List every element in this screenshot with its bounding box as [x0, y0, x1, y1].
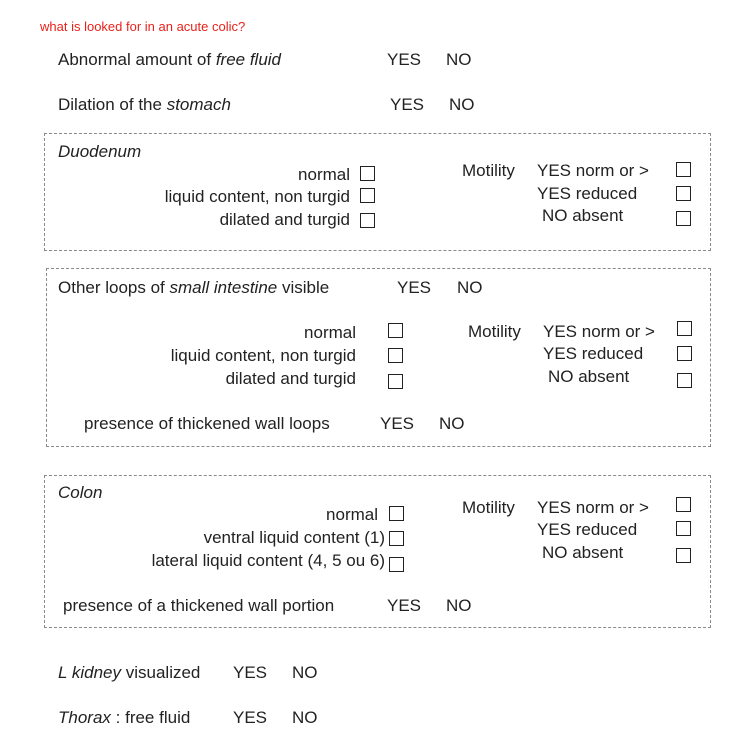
small-intestine-motility-reduced: YES reduced — [543, 344, 644, 363]
kidney-yes[interactable]: YES — [233, 663, 268, 682]
colon-motility-norm: YES norm or > — [537, 498, 649, 517]
colon-motility-reduced: YES reduced — [537, 520, 638, 539]
colon-thickened-question: presence of a thickened wall portion — [63, 596, 335, 615]
colon-lateral-checkbox[interactable] — [389, 557, 404, 572]
duodenum-motility-reduced: YES reduced — [537, 184, 638, 203]
kidney-no[interactable]: NO — [292, 663, 318, 682]
small-intestine-motility-label: Motility — [468, 322, 521, 341]
duodenum-dilated-checkbox[interactable] — [360, 213, 375, 228]
stomach-question: Dilation of the stomach — [58, 95, 231, 114]
duodenum-normal-checkbox[interactable] — [360, 166, 375, 181]
small-intestine-motility-absent-checkbox[interactable] — [677, 373, 692, 388]
small-intestine-liquid-checkbox[interactable] — [388, 348, 403, 363]
duodenum-motility-reduced-checkbox[interactable] — [676, 186, 691, 201]
duodenum-liquid-checkbox[interactable] — [360, 188, 375, 203]
colon-motility-absent: NO absent — [542, 543, 624, 562]
duodenum-motility-norm-checkbox[interactable] — [676, 162, 691, 177]
stomach-no[interactable]: NO — [449, 95, 475, 114]
duodenum-option-liquid: liquid content, non turgid — [164, 187, 350, 206]
duodenum-heading: Duodenum — [58, 142, 142, 161]
duodenum-motility-absent-checkbox[interactable] — [676, 211, 691, 226]
duodenum-motility-absent: NO absent — [542, 206, 624, 225]
small-intestine-option-liquid: liquid content, non turgid — [170, 346, 356, 365]
small-intestine-thickened-question: presence of thickened wall loops — [84, 414, 330, 433]
duodenum-motility-label: Motility — [462, 161, 515, 180]
free-fluid-yes[interactable]: YES — [387, 50, 422, 69]
free-fluid-no[interactable]: NO — [446, 50, 472, 69]
duodenum-option-dilated: dilated and turgid — [219, 210, 350, 229]
small-intestine-thickened-yes[interactable]: YES — [380, 414, 415, 433]
small-intestine-no[interactable]: NO — [457, 278, 483, 297]
thorax-question: Thorax : free fluid — [58, 708, 191, 727]
duodenum-motility-norm: YES norm or > — [537, 161, 649, 180]
small-intestine-option-normal: normal — [304, 323, 356, 342]
duodenum-option-normal: normal — [298, 165, 350, 184]
stomach-yes[interactable]: YES — [390, 95, 425, 114]
small-intestine-thickened-no[interactable]: NO — [439, 414, 465, 433]
small-intestine-motility-reduced-checkbox[interactable] — [677, 346, 692, 361]
small-intestine-motility-norm-checkbox[interactable] — [677, 321, 692, 336]
free-fluid-question: Abnormal amount of free fluid — [58, 50, 282, 69]
thorax-yes[interactable]: YES — [233, 708, 268, 727]
colon-thickened-no[interactable]: NO — [446, 596, 472, 615]
colon-option-normal: normal — [326, 505, 378, 524]
small-intestine-dilated-checkbox[interactable] — [388, 374, 403, 389]
small-intestine-option-dilated: dilated and turgid — [225, 369, 356, 388]
colon-normal-checkbox[interactable] — [389, 506, 404, 521]
small-intestine-question: Other loops of small intestine visible — [58, 278, 330, 297]
small-intestine-motility-absent: NO absent — [548, 367, 630, 386]
colon-motility-absent-checkbox[interactable] — [676, 548, 691, 563]
colon-motility-norm-checkbox[interactable] — [676, 497, 691, 512]
small-intestine-yes[interactable]: YES — [397, 278, 432, 297]
colon-motility-label: Motility — [462, 498, 515, 517]
colon-heading: Colon — [58, 483, 103, 502]
kidney-question: L kidney visualized — [58, 663, 201, 682]
colon-ventral-checkbox[interactable] — [389, 531, 404, 546]
thorax-no[interactable]: NO — [292, 708, 318, 727]
colon-option-ventral: ventral liquid content (1) — [203, 528, 385, 547]
colon-option-lateral: lateral liquid content (4, 5 ou 6) — [151, 551, 385, 570]
small-intestine-normal-checkbox[interactable] — [388, 323, 403, 338]
page-title: what is looked for in an acute colic? — [40, 19, 246, 34]
small-intestine-motility-norm: YES norm or > — [543, 322, 655, 341]
colon-thickened-yes[interactable]: YES — [387, 596, 422, 615]
colon-motility-reduced-checkbox[interactable] — [676, 521, 691, 536]
